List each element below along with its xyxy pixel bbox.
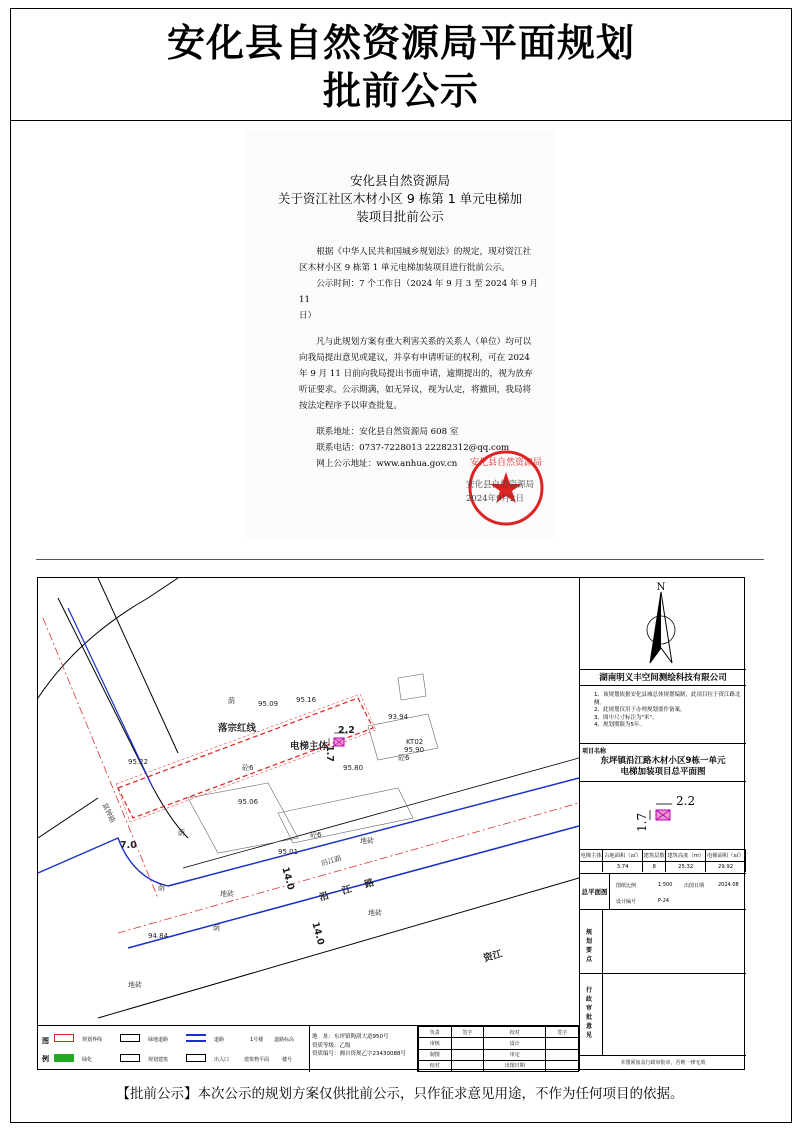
label-dim-road-2: 14.0 — [279, 865, 297, 892]
meta-scale: 1:500 — [658, 882, 673, 888]
label-ground: 地砖 — [220, 890, 234, 898]
meta-no: P-24 — [658, 898, 670, 904]
sign-cell: 设计 — [484, 1038, 546, 1049]
legend-item: 规划建筑 — [148, 1057, 169, 1063]
company-info — [310, 1026, 418, 1072]
notice-heading-line: 装项目批前公示 — [356, 209, 444, 224]
label-dim-road-3: 14.0 — [309, 920, 327, 947]
stats-cell — [580, 861, 603, 872]
notice-text: 日） — [299, 311, 317, 321]
label-elevation: 95.16 — [296, 696, 317, 704]
contact-address: 联系地址：安化县自然资源局 608 室 — [316, 427, 459, 437]
label-river: 资江 — [482, 948, 504, 965]
sign-cell — [451, 1038, 484, 1049]
label-elevation: 93.94 — [388, 713, 409, 721]
stats-cell: 25.32 — [666, 861, 706, 872]
label-elevation: 94.84 — [148, 932, 169, 940]
label-road-name: 沿江路 — [318, 873, 390, 904]
inset-dim-w: 2.2 — [676, 794, 696, 808]
sign-cell: 审核 — [419, 1038, 452, 1049]
elevator-inset — [580, 782, 746, 850]
notice-text: 向我局提出意见或建议，并享有申请听证的权利，可在 2024 — [299, 353, 530, 363]
project-label: 项目名称 — [582, 748, 607, 755]
site-map — [38, 578, 579, 1025]
signature-date: 2024年9月2日 — [466, 494, 524, 504]
meta-date-label: 出图日期 — [684, 883, 705, 889]
label-building: 砼6 — [310, 831, 322, 839]
north-arrow-icon — [580, 578, 747, 670]
sign-cell — [546, 1038, 579, 1049]
sign-cell — [451, 1049, 484, 1060]
legend-triangle-icon — [120, 1034, 140, 1042]
sign-cell: 负责 — [419, 1027, 452, 1038]
drawing-type: 总平面图 — [580, 874, 610, 910]
legend-entrance-icon — [186, 1054, 206, 1062]
legend-item: 楼号 — [282, 1057, 293, 1063]
stats-header: 占地面积（㎡） — [603, 850, 643, 861]
project-name-line: 东坪镇沿江路木材小区9栋一单元 — [600, 756, 726, 766]
sign-cell: 审定 — [484, 1049, 546, 1060]
meta-no-label: 设计编号 — [616, 899, 637, 905]
inset-dim-h: 1.7 — [635, 812, 649, 832]
legend-item: 道路 — [214, 1037, 225, 1043]
label-dim-w: 2.2 — [338, 725, 355, 736]
notice-body — [244, 244, 556, 472]
legend-item: 道路标高 — [274, 1037, 295, 1043]
company-cert: 资质编号：湘自资规乙字23430088号 — [312, 1051, 406, 1057]
sign-cell — [546, 1060, 579, 1071]
elevator-inset-graphic — [580, 782, 747, 850]
note-item: 3、图中尺寸标注为"米"。 — [594, 714, 658, 721]
divider — [602, 910, 603, 973]
note-item: 2、此规划仅用于办理规划要件备案。 — [594, 707, 686, 713]
sign-cell: 签字 — [451, 1027, 484, 1038]
project-name — [580, 756, 746, 778]
notice-text: 年 9 月 11 日前向我局提出书面申请，逾期提出的，视为放弃 — [299, 369, 533, 379]
website-address: 网上公示地址：www.anhua.gov.cn — [316, 459, 458, 469]
divider — [602, 974, 603, 1055]
sign-cell — [451, 1060, 484, 1071]
admin-approval-label: 行政审批意见 — [586, 987, 593, 1039]
label-public: 荫 — [158, 884, 165, 892]
label-dim-h: 1.7 — [323, 745, 335, 762]
sign-cell — [546, 1049, 579, 1060]
site-plan-drawing — [37, 577, 745, 1070]
legend-item: 规划界线 — [82, 1037, 103, 1043]
note-item: 4、规划期限为5年。 — [594, 722, 645, 728]
stats-header: 建筑高度（m） — [666, 850, 706, 861]
sign-cell: 校对 — [419, 1060, 452, 1071]
notice-text: 区木材小区 9 栋第 1 单元电梯加装项目进行批前公示。 — [299, 263, 510, 273]
compass — [580, 578, 746, 670]
notice-heading-line: 安化县自然资源局 — [349, 173, 450, 188]
legend-item: 建筑物平面 — [244, 1057, 270, 1063]
stats-cell: 8 — [643, 861, 666, 872]
notice-heading — [244, 172, 556, 226]
label-building: 砼6 — [398, 754, 410, 762]
admin-approval — [580, 974, 746, 1056]
notice-text: 根据《中华人民共和国城乡规划法》的规定，现对资江社 — [316, 247, 532, 257]
label-elevation: 95.90 — [404, 746, 425, 754]
stats-table — [580, 850, 746, 874]
stats-header: 电梯主体 — [580, 850, 603, 861]
page-subtitle: 批前公示 — [322, 69, 479, 113]
stats-cell: 29.92 — [706, 861, 746, 872]
label-road-left: 富钟路 — [100, 801, 117, 825]
meta-date: 2024.08 — [718, 882, 739, 888]
legend-title-char: 例 — [42, 1055, 49, 1063]
label-redline: 落宗红线 — [218, 723, 257, 734]
legend-item: 绿化 — [82, 1057, 93, 1063]
plan-notes — [580, 686, 746, 744]
sign-cell: 出图日期 — [484, 1060, 546, 1071]
legend-redline-icon — [54, 1034, 74, 1042]
divider — [36, 559, 764, 560]
label-dim-road-1: 7.0 — [120, 840, 137, 851]
legend-item: 1号楼 — [250, 1037, 264, 1043]
planning-points-label: 规划要点 — [586, 929, 593, 963]
meta-scale-label: 图纸比例 — [616, 883, 637, 889]
signature-table — [418, 1026, 579, 1072]
note-item: 1、该规划依据安化县城总体规划编制，此项目位于资江路北侧。 — [594, 692, 741, 706]
bottom-strip — [38, 1025, 579, 1071]
label-elevation: 95.09 — [258, 700, 279, 708]
notice-text: 凡与此规划方案有重大利害关系的关系人（单位）均可以 — [316, 337, 532, 347]
label-elevation: 95.01 — [278, 848, 299, 856]
label-elevation: 95.06 — [238, 798, 259, 806]
notice-text: 按法定程序予以审查批复。 — [299, 401, 403, 411]
label-elevator-body: 电梯主体 — [290, 741, 329, 752]
label-elevation: 95.22 — [128, 758, 149, 766]
stats-cell: 3.74 — [603, 861, 643, 872]
label-elevation: 95.80 — [343, 764, 364, 772]
project-name-line: 电梯加装项目总平面图 — [620, 767, 706, 777]
stats-header: 建筑层数 — [643, 850, 666, 861]
company-address: 地 址：东坪镇陶澍大道950号 — [312, 1034, 389, 1040]
label-elevation: KT02 — [406, 738, 424, 746]
label-road-name-2: 沿江路 — [320, 854, 343, 868]
title-box — [11, 9, 791, 121]
legend-green-icon — [54, 1054, 74, 1062]
sign-cell: 校对 — [484, 1027, 546, 1038]
title-block — [579, 578, 746, 1071]
title-block-footer: 本图须加盖行政审批章，否则一律无效 — [620, 1060, 706, 1066]
label-public: 荫 — [178, 829, 185, 837]
sign-cell: 签字 — [546, 1027, 579, 1038]
stats-header: 电梯面积（㎡） — [706, 850, 746, 861]
drawing-meta — [580, 874, 746, 910]
sign-cell: 制图 — [419, 1049, 452, 1060]
company-name: 湖南明义丰空间测绘科技有限公司 — [580, 670, 746, 686]
label-public: 荫 — [213, 924, 220, 932]
company-grade: 资质等级：乙级 — [312, 1042, 351, 1049]
label-public: 荫 — [228, 697, 235, 705]
label-ground: 地砖 — [128, 981, 142, 989]
legend-item: 绿地道路 — [148, 1037, 169, 1043]
notice-heading-line: 关于资江社区木材小区 9 栋第 1 单元电梯加 — [277, 191, 523, 206]
seal-text: 安化县自然资源局 — [469, 458, 543, 468]
legend-title — [42, 1032, 49, 1068]
notice-text: 听证要求。公示期满，如无异议，视为认定，将撤回，我局将 — [299, 385, 532, 395]
legend-road-icon — [186, 1034, 206, 1042]
legend-building-icon — [120, 1054, 140, 1062]
compass-n: N — [656, 582, 666, 593]
label-ground: 地砖 — [360, 837, 374, 845]
legend-title-char: 图 — [42, 1037, 49, 1045]
notice-document — [244, 130, 556, 538]
legend-item: 出入口 — [214, 1057, 230, 1063]
signature-org: 安化县自然资源局 — [466, 480, 535, 490]
contact-phone: 联系电话：0737-7228013 22282312@qq.com — [316, 443, 510, 453]
disclaimer: 【批前公示】本次公示的规划方案仅供批前公示，只作征求意见用途，不作为任何项目的依据。 — [116, 1086, 684, 1102]
planning-points — [580, 910, 746, 974]
label-ground: 地砖 — [368, 909, 382, 917]
label-building: 砼6 — [242, 764, 254, 772]
legend — [38, 1026, 310, 1072]
page-title: 安化县自然资源局平面规划 — [166, 21, 635, 65]
notice-text: 公示时间：7 个工作日（2024 年 9 月 3 至 2024 年 9 月 11 — [299, 279, 539, 305]
